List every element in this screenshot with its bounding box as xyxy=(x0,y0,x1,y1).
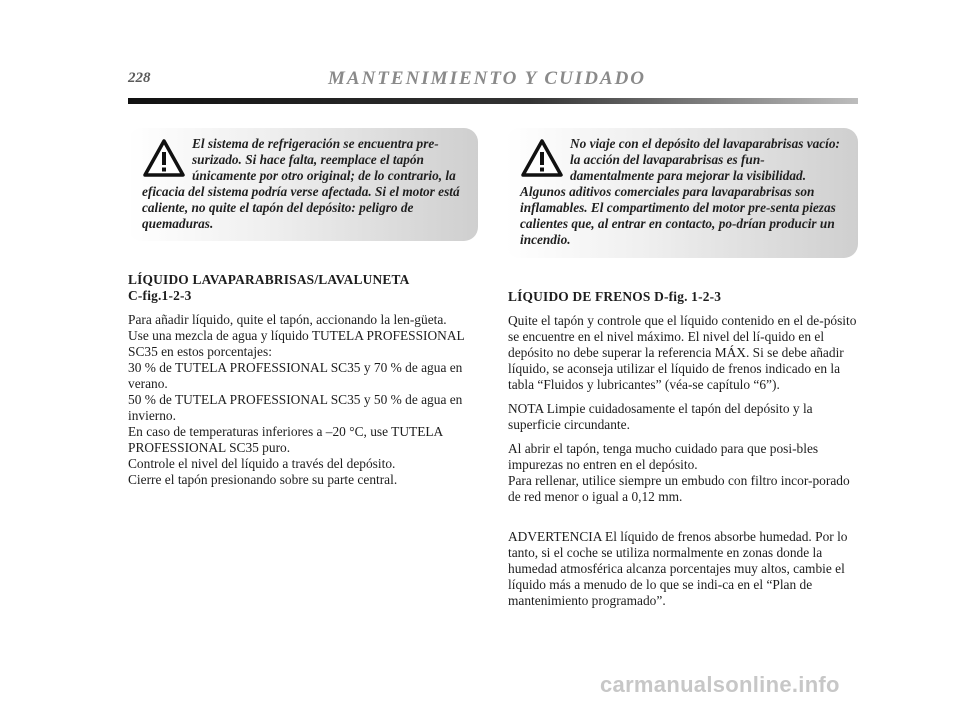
warning-box-cooling xyxy=(128,128,478,241)
paragraph: Use una mezcla de agua y líquido TUTELA PROFESSIONAL SC35 en estos porcentajes: xyxy=(128,328,465,359)
paragraph: Quite el tapón y controle que el líquido contenido en el de-pósito se encuentre en el nivel máximo. El nivel del lí-quido en el depósito no debe superar la referencia MÁX. Si se debe añadir líquido, se aconseja utilizar el líquido de frenos indicado en la tabla “Fluidos y lubricantes” (véa-se capítulo “6”). xyxy=(508,313,857,392)
warning-triangle-icon xyxy=(520,138,564,178)
header-rule xyxy=(128,98,858,104)
paragraph: 50 % de TUTELA PROFESSIONAL SC35 y 50 % de agua en invierno. xyxy=(128,392,463,423)
section-brake-fluid xyxy=(508,289,858,609)
section-washer-fluid xyxy=(128,272,478,488)
page-number: 228 xyxy=(128,70,151,86)
paragraph: 30 % de TUTELA PROFESSIONAL SC35 y 70 % de agua en verano. xyxy=(128,360,463,391)
paragraph: Controle el nivel del líquido a través del depósito. xyxy=(128,456,396,471)
paragraph: Para rellenar, utilice siempre un embudo con filtro incor-porado de red menor o igual a 0,12 mm. xyxy=(508,473,850,504)
section-heading: LÍQUIDO DE FRENOS D-fig. 1-2-3 xyxy=(508,289,722,304)
watermark: carmanualsonline.info xyxy=(600,672,840,697)
warning-text-cooling: El sistema de refrigeración se encuentra pre-surizado. Si hace falta, reemplace el tapón únicamente por otro original; de lo contrario, la eficacia del sistema podría verse afectada. Si el motor está caliente, no quite el tapón del depósito: peligro de quemaduras. xyxy=(142,136,460,231)
warning-text-washer: No viaje con el depósito del lavaparabrisas vacío: la acción del lavaparabrisas es fun-damentalmente para mejorar la visibilidad. Algunos aditivos comerciales para lavaparabrisas son inflamables. El compartimento del motor pre-senta piezas calientes que, al entrar en contacto, po-drían producir un incendio. xyxy=(520,136,840,247)
paragraph: ADVERTENCIA El líquido de frenos absorbe humedad. Por lo tanto, si el coche se utiliza normalmente en zonas donde la humedad atmosférica alcanza porcentajes muy altos, cambie el líquido más a menudo de lo que se indi-ca en el “Plan de mantenimiento programado”. xyxy=(508,529,848,608)
paragraph: Al abrir el tapón, tenga mucho cuidado para que posi-bles impurezas no entren en el depósito. xyxy=(508,441,819,472)
page-title: MANTENIMIENTO Y CUIDADO xyxy=(328,68,647,89)
paragraph: Cierre el tapón presionando sobre su parte central. xyxy=(128,472,398,487)
section-heading xyxy=(128,272,478,304)
paragraph: Para añadir líquido, quite el tapón, accionando la len-güeta. xyxy=(128,312,447,327)
heading-line: LÍQUIDO LAVAPARABRISAS/LAVALUNETA xyxy=(128,272,410,287)
heading-line: C-fig.1-2-3 xyxy=(128,288,192,303)
warning-box-washer xyxy=(506,128,858,258)
paragraph: En caso de temperaturas inferiores a –20 °C, use TUTELA PROFESSIONAL SC35 puro. xyxy=(128,424,443,455)
warning-triangle-icon xyxy=(142,138,186,178)
paragraph: NOTA Limpie cuidadosamente el tapón del depósito y la superficie circundante. xyxy=(508,401,813,432)
